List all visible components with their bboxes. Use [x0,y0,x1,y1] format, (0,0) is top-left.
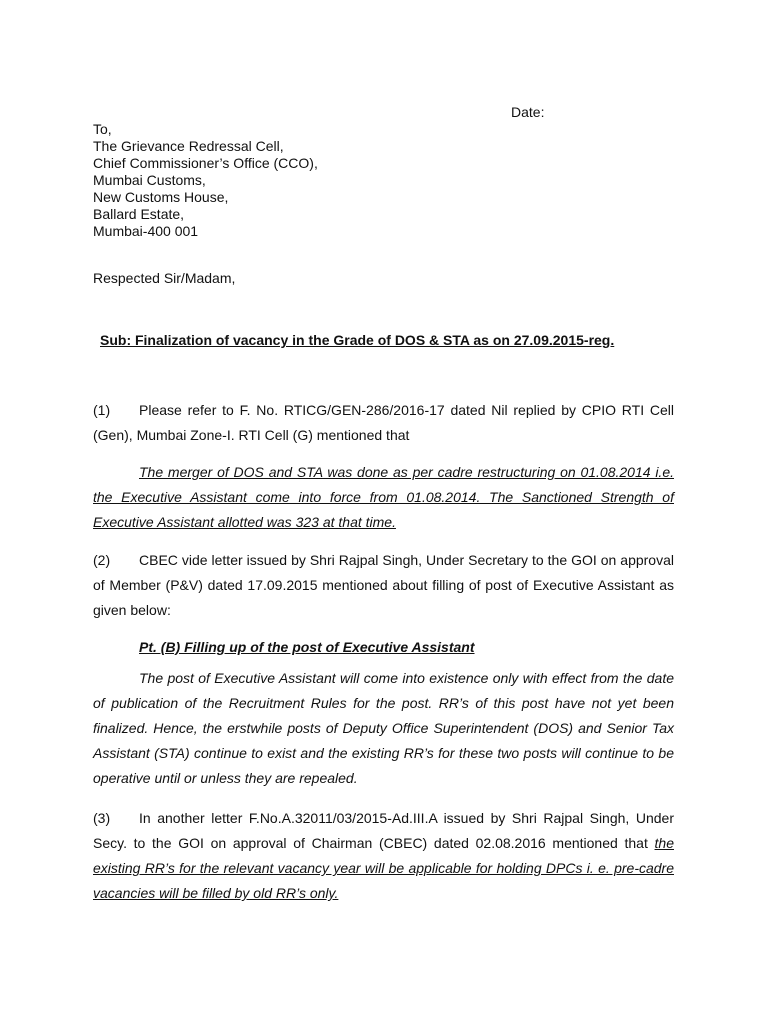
paragraph-text: CBEC vide letter issued by Shri Rajpal Singh, Under Secretary to the GOI on approval of Member (P&V) dated 17.09.2015 mentioned about filling of post of Executive Assistant as given below: [93,552,674,618]
section-heading: Pt. (B) Filling up of the post of Executive Assistant [139,639,475,655]
salutation: Respected Sir/Madam, [93,270,236,286]
quote-2 [93,666,674,791]
paragraph-text: In another letter F.No.A.32011/03/2015-Ad.III.A issued by Shri Rajpal Singh, Under Secy. to the GOI on approval of Chairman (CBEC) dated 02.08.2016 mentioned that [93,810,674,851]
paragraph-text: Please refer to F. No. RTICG/GEN-286/2016-17 dated Nil replied by CPIO RTI Cell (Gen), Mumbai Zone-I. RTI Cell (G) mentioned that [93,402,674,443]
date-label: Date: [511,104,545,120]
paragraph-emphasis: the existing RR’s for the relevant vacancy year will be applicable for holding DPCs i. e. pre-cadre vacancies will be filled by old RR’s only. [93,835,674,901]
subject-line: Sub: Finalization of vacancy in the Grade of DOS & STA as on 27.09.2015-reg. [100,332,615,348]
address-line: The Grievance Redressal Cell, [93,138,284,154]
address-line: Ballard Estate, [93,206,185,222]
recipient-address [93,121,318,240]
address-line: New Customs House, [93,189,229,205]
paragraph-number: (3) [93,810,111,826]
paragraph-1 [93,398,674,448]
address-line: Mumbai-400 001 [93,223,199,239]
quote-1 [93,460,674,535]
quote-text: The post of Executive Assistant will come into existence only with effect from the date of publication of the Recruitment Rules for the post. RR’s of this post have not yet been finalized. Hence, the erstwhile posts of Deputy Office Superintendent (DOS) and Senior Tax Assistant (STA) continue to exist and the existing RR’s for these two posts will continue to be operative until or unless they are repealed. [93,670,674,786]
address-line: Chief Commissioner’s Office (CCO), [93,155,318,171]
paragraph-number: (1) [93,402,111,418]
paragraph-2 [93,548,674,623]
paragraph-3 [93,806,674,906]
paragraph-number: (2) [93,552,111,568]
address-line: Mumbai Customs, [93,172,206,188]
quote-text: The merger of DOS and STA was done as per cadre restructuring on 01.08.2014 i.e. the Executive Assistant come into force from 01.08.2014. The Sanctioned Strength of Executive Assistant allotted was 323 at that time. [93,464,674,530]
address-to: To, [93,121,112,137]
